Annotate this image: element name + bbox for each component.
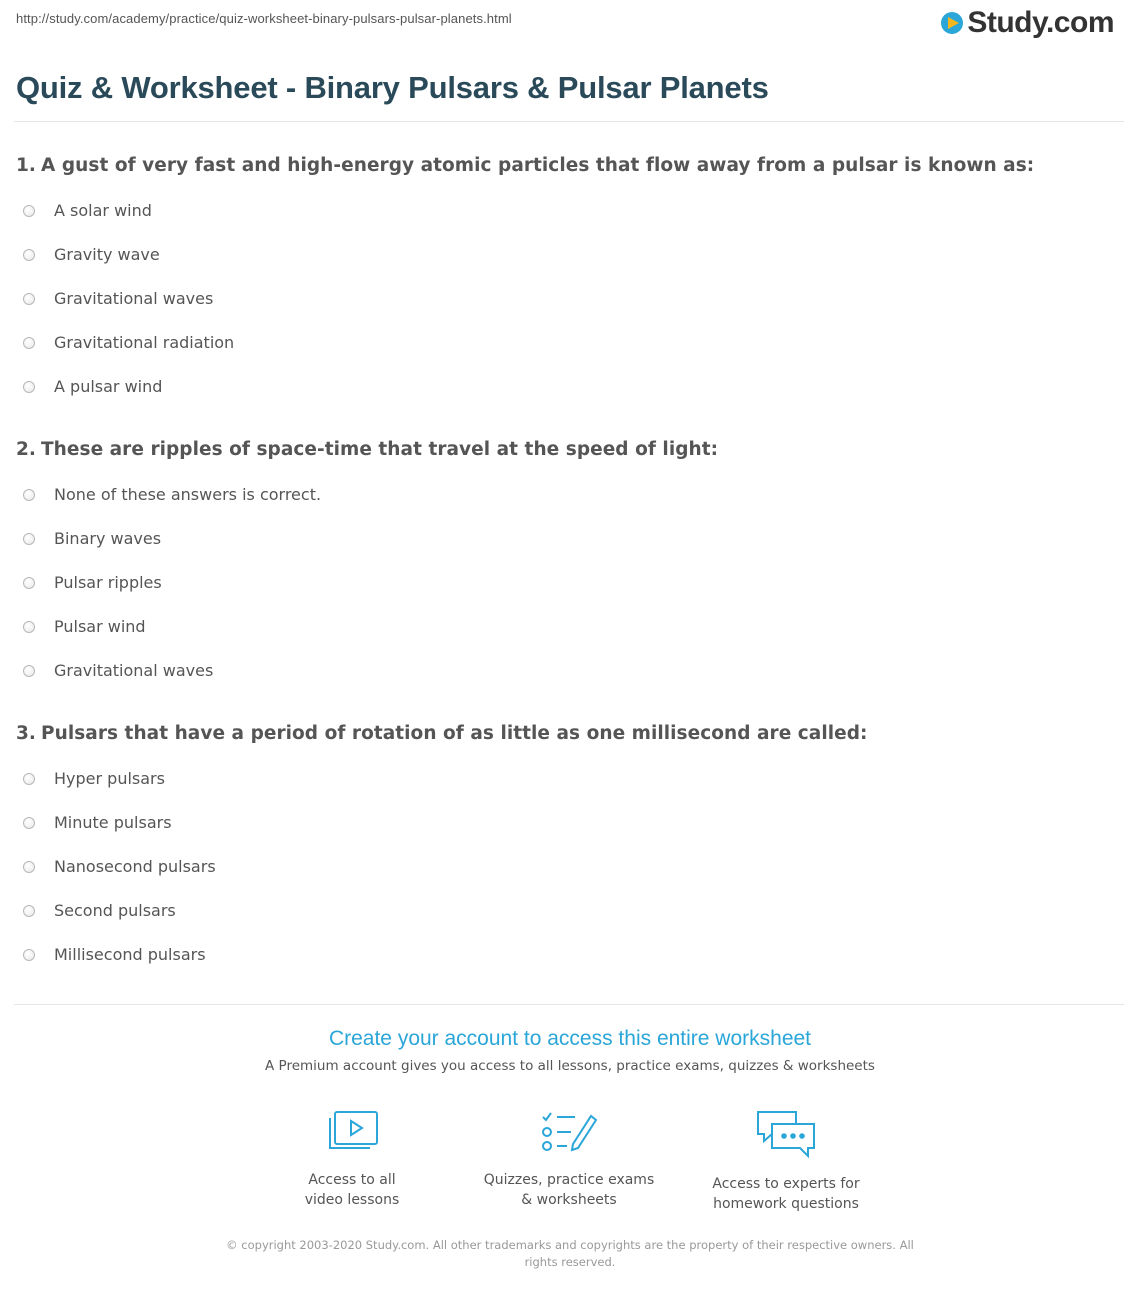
radio-button[interactable]: [23, 489, 35, 501]
radio-button[interactable]: [23, 205, 35, 217]
answer-option[interactable]: [16, 525, 1126, 569]
answer-label: Second pulsars: [54, 900, 176, 920]
copyright-text: © copyright 2003-2020 Study.com. All other trademarks and copyrights are the property of their respective owners. All rights reserved.: [226, 1238, 914, 1269]
answer-label: Nanosecond pulsars: [54, 856, 216, 876]
title-divider: [14, 121, 1124, 122]
question-number: 1.: [16, 155, 37, 176]
answer-option[interactable]: [16, 285, 1126, 329]
quiz-checklist-icon: [539, 1108, 599, 1156]
answer-list: [16, 481, 1126, 701]
cta-subtitle: A Premium account gives you access to all lessons, practice exams, quizzes & worksheets: [265, 1058, 875, 1074]
video-lesson-icon: [322, 1108, 382, 1156]
question-number: 2.: [16, 439, 37, 460]
answer-label: Pulsar wind: [54, 616, 146, 636]
answer-label: Millisecond pulsars: [54, 944, 206, 964]
feature-label: [696, 1174, 876, 1214]
answer-label: Gravity wave: [54, 244, 160, 264]
question-text: [16, 439, 1126, 460]
answer-list: [16, 765, 1126, 985]
chat-bubbles-icon: [754, 1108, 818, 1160]
feature-experts: [696, 1108, 876, 1214]
answer-label: Gravitational waves: [54, 288, 214, 308]
feature-label: [262, 1170, 442, 1210]
question-prompt: These are ripples of space-time that travel at the speed of light:: [41, 439, 719, 460]
answer-option[interactable]: [16, 373, 1126, 417]
radio-button[interactable]: [23, 249, 35, 261]
answer-list: [16, 197, 1126, 417]
radio-button[interactable]: [23, 905, 35, 917]
answer-option[interactable]: [16, 481, 1126, 525]
radio-button[interactable]: [23, 665, 35, 677]
answer-label: A solar wind: [54, 200, 152, 220]
answer-label: A pulsar wind: [54, 376, 163, 396]
answer-option[interactable]: [16, 241, 1126, 285]
feature-label-line: homework questions: [713, 1196, 859, 1212]
feature-video-lessons: [262, 1108, 442, 1210]
radio-button[interactable]: [23, 381, 35, 393]
radio-button[interactable]: [23, 817, 35, 829]
answer-label: None of these answers is correct.: [54, 484, 322, 504]
question-number: 3.: [16, 723, 37, 744]
question-3: [16, 723, 1126, 985]
feature-label-line: & worksheets: [521, 1192, 617, 1208]
question-1: [16, 155, 1126, 417]
radio-button[interactable]: [23, 861, 35, 873]
radio-button[interactable]: [23, 337, 35, 349]
answer-label: Minute pulsars: [54, 812, 172, 832]
play-logo-icon: [941, 12, 963, 34]
cta-divider: [14, 1004, 1124, 1005]
create-account-link[interactable]: Create your account to access this entire worksheet: [328, 1027, 812, 1050]
feature-label-line: video lessons: [304, 1192, 400, 1208]
question-2: [16, 439, 1126, 701]
feature-label-line: Access to experts for: [712, 1176, 860, 1192]
radio-button[interactable]: [23, 773, 35, 785]
answer-label: Binary waves: [54, 528, 162, 548]
answer-option[interactable]: [16, 765, 1126, 809]
copyright-notice: [0, 1237, 1140, 1271]
answer-label: Pulsar ripples: [54, 572, 162, 592]
answer-option[interactable]: [16, 613, 1126, 657]
answer-option[interactable]: [16, 197, 1126, 241]
radio-button[interactable]: [23, 533, 35, 545]
answer-label: Gravitational waves: [54, 660, 214, 680]
page-title: Quiz & Worksheet - Binary Pulsars & Pulsar Planets: [16, 70, 769, 105]
question-text: [16, 723, 1126, 744]
feature-label-line: Quizzes, practice exams: [483, 1172, 655, 1188]
question-prompt: A gust of very fast and high-energy atomic particles that flow away from a pulsar is known as:: [41, 155, 1035, 176]
question-text: [16, 155, 1126, 176]
answer-option[interactable]: [16, 941, 1126, 985]
page-url: http://study.com/academy/practice/quiz-worksheet-binary-pulsars-pulsar-planets.html: [16, 11, 512, 26]
answer-option[interactable]: [16, 809, 1126, 853]
radio-button[interactable]: [23, 949, 35, 961]
radio-button[interactable]: [23, 621, 35, 633]
radio-button[interactable]: [23, 577, 35, 589]
answer-label: Gravitational radiation: [54, 332, 235, 352]
question-prompt: Pulsars that have a period of rotation of as little as one millisecond are called:: [41, 723, 868, 744]
study-logo[interactable]: [941, 8, 1114, 38]
feature-quizzes: [479, 1108, 659, 1210]
answer-option[interactable]: [16, 897, 1126, 941]
answer-option[interactable]: [16, 657, 1126, 701]
answer-option[interactable]: [16, 569, 1126, 613]
feature-label-line: Access to all: [308, 1172, 396, 1188]
answer-option[interactable]: [16, 853, 1126, 897]
answer-label: Hyper pulsars: [54, 768, 165, 788]
feature-label: [479, 1170, 659, 1210]
radio-button[interactable]: [23, 293, 35, 305]
logo-text: Study.com: [967, 6, 1114, 39]
answer-option[interactable]: [16, 329, 1126, 373]
